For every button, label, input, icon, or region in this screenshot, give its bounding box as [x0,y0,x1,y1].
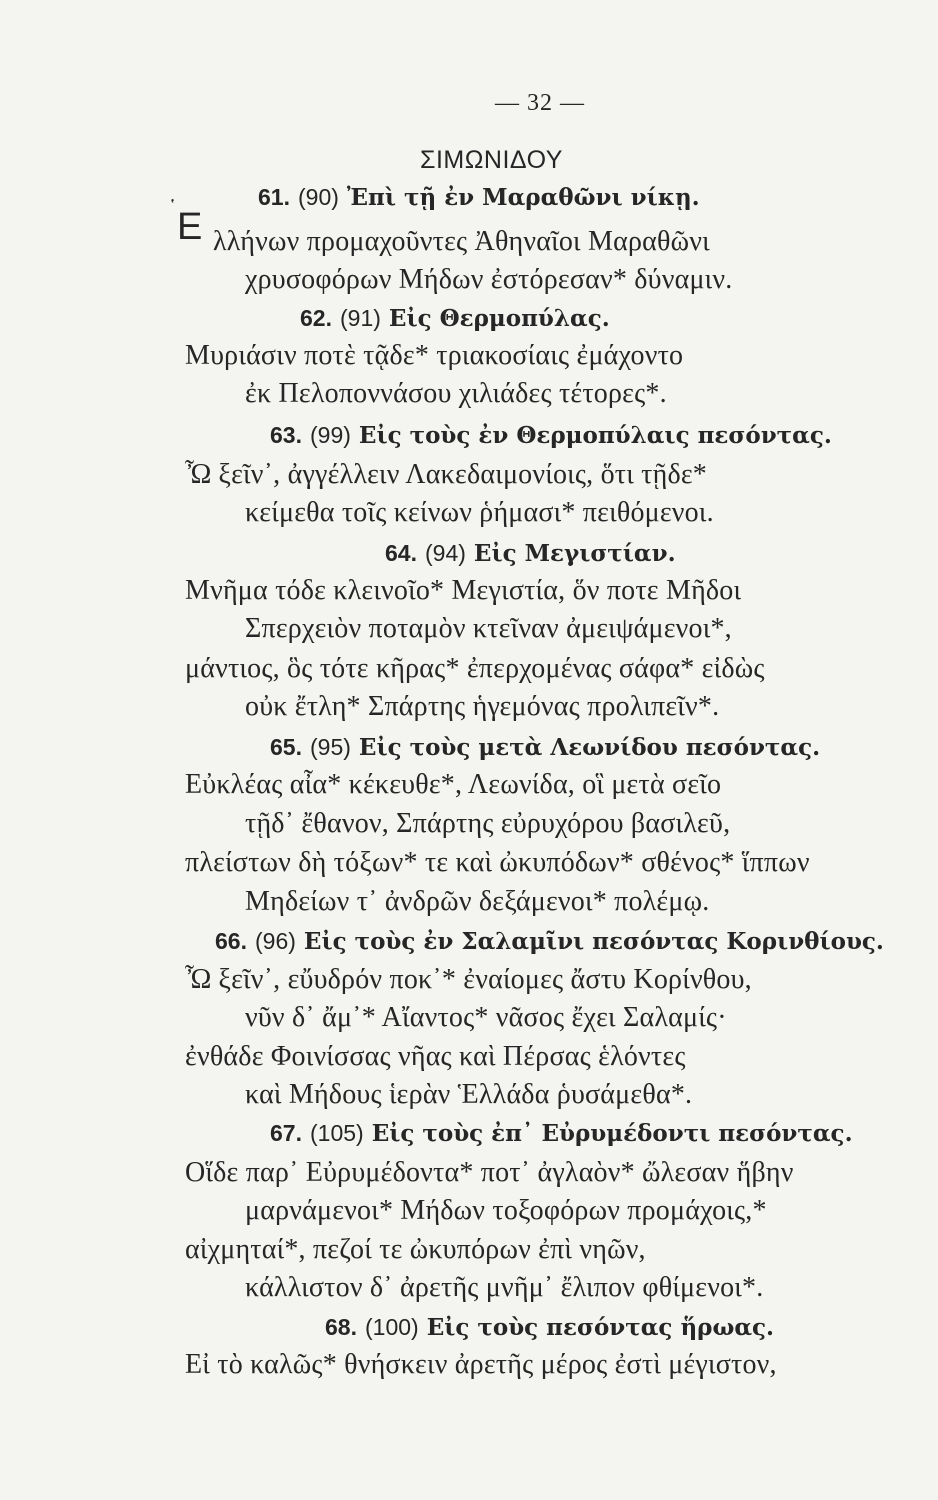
poem-heading [270,422,832,449]
poem-number: 65. [270,734,302,760]
verse-line: Ὦ ξεῖν᾽, ἀγγέλλειν Λακεδαιμονίοις, ὅτι τῇδε* [185,459,708,490]
poem-title: Ἐπὶ τῇ ἐν Μαραθῶνι νίκῃ. [346,184,700,211]
poem-heading [385,540,676,567]
poem-number: 63. [270,422,302,448]
poem-title: Εἰς Μεγιστίαν. [473,540,676,567]
verse-line: Μυριάσιν ποτὲ τᾷδε* τριακοσίαις ἐμάχοντο [185,340,684,371]
poem-number: 67. [270,1120,302,1146]
verse-line: μαρνάμενοι* Μήδων τοξοφόρων προμάχοις,* [245,1195,767,1226]
verse-line: μάντιος, ὃς τότε κῆρας* ἐπερχομένας σάφα* εἰδὼς [185,653,765,684]
poem-title: Εἰς τοὺς ἐν Σαλαμῖνι πεσόντας Κορινθίους. [303,928,884,955]
poem-ref: (90) [298,184,339,210]
poem-heading [215,928,884,955]
poem-title: Εἰς τοὺς πεσόντας ἥρωας. [426,1314,775,1341]
poem-title: Εἰς τοὺς ἐν Θερμοπύλαις πεσόντας. [358,422,832,449]
verse-line: Μνῆμα τόδε κλεινοῖο* Μεγιστία, ὅν ποτε Μῆδοι [185,575,742,606]
poem-number: 62. [300,305,332,331]
poem-ref: (100) [365,1314,419,1340]
verse-line: ἐνθάδε Φοινίσσας νῆας καὶ Πέρσας ἑλόντες [185,1041,686,1072]
page-number: — 32 — [495,90,585,116]
poem-title: Εἰς Θερμοπύλας. [388,305,610,332]
verse-line: Οἵδε παρ᾽ Εὐρυμέδοντα* ποτ᾽ ἀγλαὸν* ὤλεσαν ἥβην [185,1157,794,1188]
verse-line: ἐκ Πελοποννάσου χιλιάδες τέτορες*. [245,378,667,409]
verse-line: πλείστων δὴ τόξων* τε καὶ ὠκυπόδων* σθένος* ἵππων [185,847,810,878]
poem-ref: (91) [340,305,381,331]
verse-line: τῇδ᾽ ἔθανον, Σπάρτης εὐρυχόρου βασιλεῦ, [245,808,731,839]
drop-initial: Ε [177,206,203,248]
verse-line: καὶ Μήδους ἱερὰν Ἑλλάδα ῥυσάμεθα*. [245,1079,693,1110]
verse-line: κάλλιστον δ᾽ ἀρετῆς μνῆμ᾽ ἔλιπον φθίμενοι*. [245,1272,764,1303]
verse-line: Ὦ ξεῖν᾽, εὔυδρόν ποκ᾽* ἐναίομες ἄστυ Κορίνθου, [185,964,752,995]
poem-number: 68. [325,1314,357,1340]
poem-title: Εἰς τοὺς μετὰ Λεωνίδου πεσόντας. [358,734,821,761]
poem-heading [300,305,610,332]
poem-ref: (105) [310,1120,364,1146]
verse-line: Σπερχειὸν ποταμὸν κτεῖναν ἀμειψάμενοι*, [245,613,732,644]
initial-accent: ῾ [168,198,177,219]
poem-number: 61. [258,184,290,210]
poem-ref: (96) [255,928,296,954]
author-heading: ΣΙΜΩΝΙΔΟΥ [420,146,563,174]
poem-number: 64. [385,540,417,566]
poem-number: 66. [215,928,247,954]
poem-heading [270,734,820,761]
poem-title: Εἰς τοὺς ἐπ᾽ Εὐρυμέδοντι πεσόντας. [371,1120,853,1147]
verse-line: Εὐκλέας αἶα* κέκευθε*, Λεωνίδα, οἳ μετὰ σεῖο [185,769,722,800]
verse-line: νῦν δ᾽ ἄμ᾽* Αἴαντος* νᾶσος ἔχει Σαλαμίς· [245,1002,727,1033]
verse-line: οὐκ ἔτλη* Σπάρτης ἡγεμόνας προλιπεῖν*. [245,691,720,722]
poem-ref: (94) [425,540,466,566]
poem-ref: (99) [310,422,351,448]
poem-heading [270,1120,853,1147]
verse-line: αἰχμηταί*, πεζοί τε ὠκυπόρων ἐπὶ νηῶν, [185,1234,646,1265]
poem-ref: (95) [310,734,351,760]
verse-line: Μηδείων τ᾽ ἀνδρῶν δεξάμενοι* πολέμῳ. [245,886,710,917]
poem-heading [325,1314,774,1341]
verse-line: Εἰ τὸ καλῶς* θνήσκειν ἀρετῆς μέρος ἐστὶ μέγιστον, [185,1349,777,1380]
verse-line: χρυσοφόρων Μήδων ἐστόρεσαν* δύναμιν. [245,264,733,295]
verse-line: κείμεθα τοῖς κείνων ῥήμασι* πειθόμενοι. [245,497,714,528]
poem-heading [258,184,700,211]
verse-line: λλήνων προμαχοῦντες Ἀθηναῖοι Μαραθῶνι [213,226,710,257]
